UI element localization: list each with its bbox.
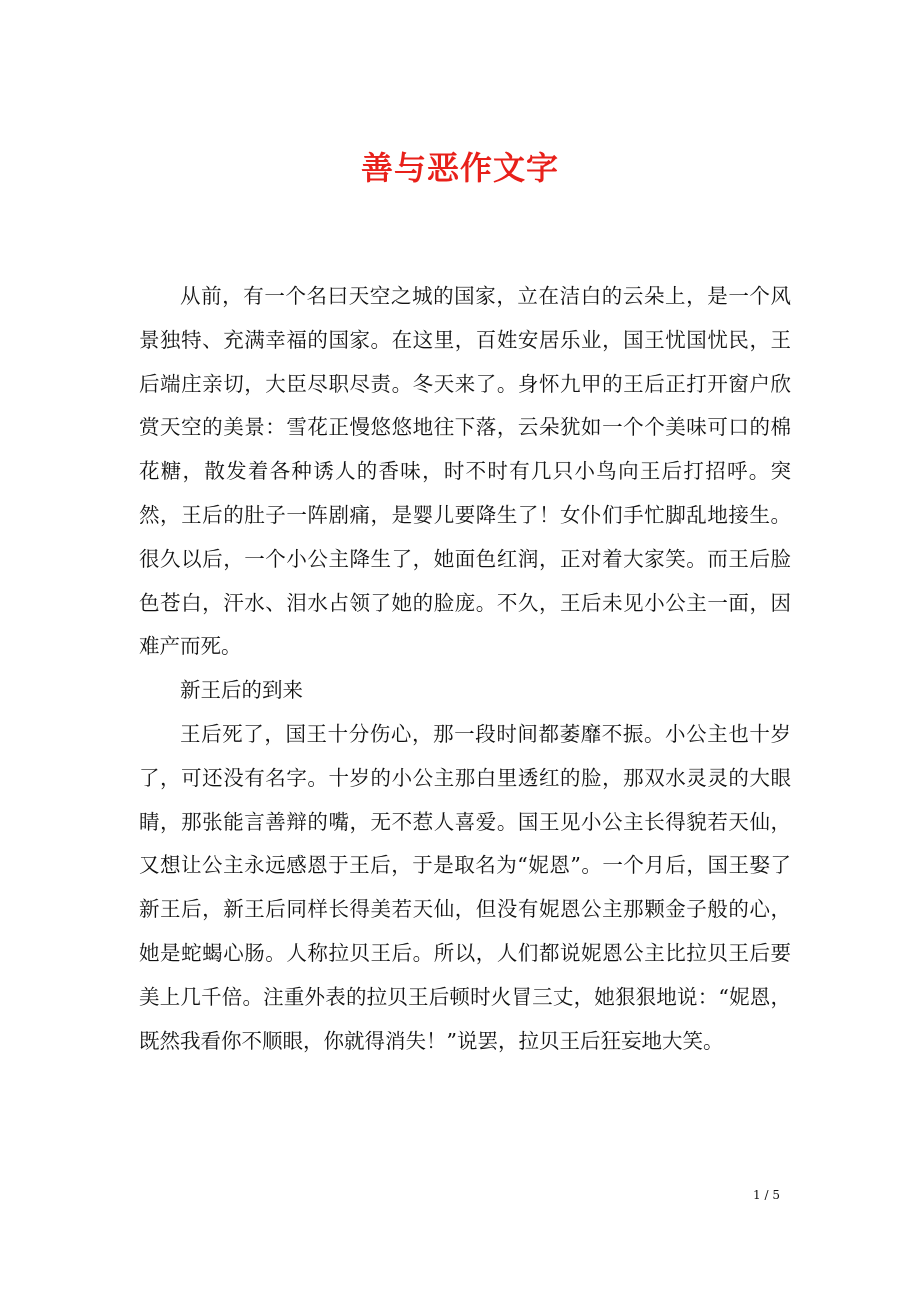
document-body [139, 275, 791, 1063]
paragraph-3: 王后死了，国王十分伤心，那一段时间都萎靡不振。小公主也十岁了，可还没有名字。十岁的小公主那白里透红的脸，那双水灵灵的大眼睛，那张能言善辩的嘴，无不惹人喜爱。国王见小公主长得貌若天仙，又想让公主永远感恩于王后，于是取名为“妮恩”。一个月后，国王娶了新王后，新王后同样长得美若天仙，但没有妮恩公主那颗金子般的心，她是蛇蝎心肠。人称拉贝王后。所以，人们都说妮恩公主比拉贝王后要美上几千倍。注重外表的拉贝王后顿时火冒三丈，她狠狠地说：“妮恩，既然我看你不顺眼，你就得消失！”说罢，拉贝王后狂妄地大笑。 [139, 721, 791, 1053]
paragraph-1: 从前，有一个名曰天空之城的国家，立在洁白的云朵上，是一个风景独特、充满幸福的国家。在这里，百姓安居乐业，国王忧国忧民，王后端庄亲切，大臣尽职尽责。冬天来了。身怀九甲的王后正打开窗户欣赏天空的美景：雪花正慢悠悠地往下落，云朵犹如一个个美味可口的棉花糖，散发着各种诱人的香味，时不时有几只小鸟向王后打招呼。突然，王后的肚子一阵剧痛，是婴儿要降生了！女仆们手忙脚乱地接生。很久以后，一个小公主降生了，她面色红润，正对着大家笑。而王后脸色苍白，汗水、泪水占领了她的脸庞。不久，王后未见小公主一面，因难产而死。 [139, 284, 791, 659]
paragraph-2-subheading: 新王后的到来 [180, 678, 303, 703]
page-number: 1 / 5 [753, 1188, 780, 1202]
document-title: 善与恶作文字 [360, 149, 559, 187]
